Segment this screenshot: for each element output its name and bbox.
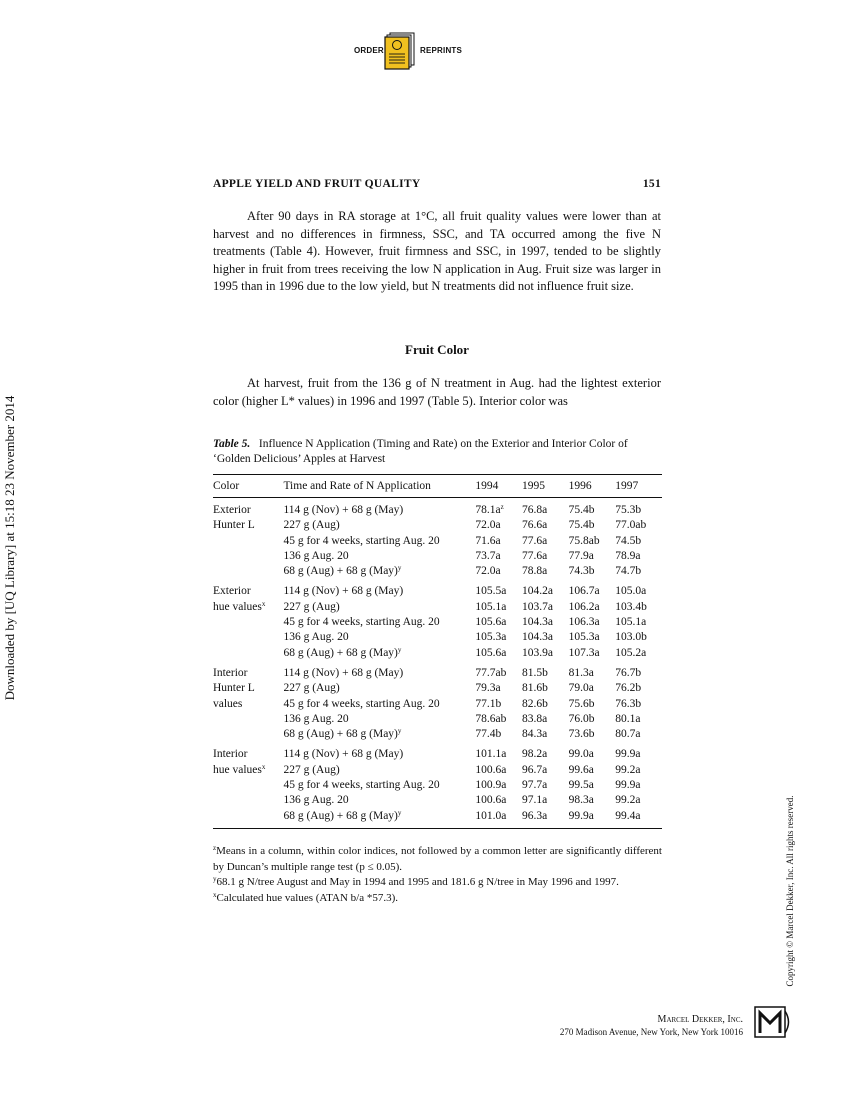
value-cell: [475, 498, 522, 519]
value-text: 79.0a: [568, 682, 594, 695]
table-row: [213, 778, 662, 793]
value-cell: [569, 498, 616, 519]
table-row: [213, 742, 662, 762]
treatment-text: 68 g (Aug) + 68 g (May): [283, 809, 398, 822]
column-header: Color: [213, 475, 283, 498]
footnote-mark: y: [397, 727, 402, 736]
group-label: Hunter L: [213, 519, 255, 532]
value-cell: [569, 564, 616, 579]
treatment-text: 136 g Aug. 20: [283, 712, 349, 725]
value-cell: [522, 518, 569, 533]
value-cell: [522, 498, 569, 519]
footnote-mark: x: [261, 762, 266, 771]
table-row: [213, 646, 662, 661]
value-cell: [475, 518, 522, 533]
value-cell: [522, 646, 569, 661]
treatment-text: 136 g Aug. 20: [283, 549, 349, 562]
value-text: 97.1a: [521, 794, 548, 807]
group-label-cell: [213, 727, 283, 742]
value-cell: [569, 793, 616, 808]
value-text: 105.6a: [475, 616, 507, 629]
group-label-cell: [213, 564, 283, 579]
value-text: 80.1a: [615, 712, 641, 725]
footnote-mark: x: [213, 890, 217, 899]
value-text: 104.3a: [521, 616, 553, 629]
value-text: 105.3a: [475, 631, 507, 644]
value-text: 77.1b: [475, 697, 502, 710]
value-text: 78.6ab: [475, 712, 507, 725]
value-cell: [475, 681, 522, 696]
value-text: 99.2a: [615, 794, 641, 807]
value-text: 78.8a: [521, 565, 548, 578]
value-text: 99.0a: [568, 748, 594, 761]
value-text: 106.3a: [568, 616, 600, 629]
order-reprints-bar: [340, 32, 510, 72]
column-header: 1996: [569, 475, 616, 498]
value-cell: [569, 630, 616, 645]
value-cell: [475, 579, 522, 599]
value-text: 78.9a: [615, 549, 641, 562]
value-text: 97.7a: [521, 779, 548, 792]
table-row: [213, 600, 662, 615]
value-text: 77.0ab: [615, 519, 647, 532]
treatment-text: 68 g (Aug) + 68 g (May): [283, 565, 398, 578]
value-cell: [615, 646, 662, 661]
treatment-cell: [283, 809, 475, 829]
body-paragraph-1: [213, 208, 661, 296]
treatment-cell: [283, 630, 475, 645]
value-cell: [615, 712, 662, 727]
publisher-logo-icon: [752, 1005, 794, 1039]
value-cell: [522, 549, 569, 564]
value-text: 105.3a: [568, 631, 600, 644]
group-label-cell: [213, 793, 283, 808]
treatment-text: 114 g (Nov) + 68 g (May): [283, 585, 404, 598]
value-cell: [475, 712, 522, 727]
table-row: [213, 661, 662, 681]
treatment-cell: [283, 697, 475, 712]
value-text: 105.6a: [475, 646, 507, 659]
value-cell: [615, 681, 662, 696]
group-label: values: [213, 697, 243, 710]
value-cell: [522, 600, 569, 615]
value-text: 74.7b: [615, 565, 642, 578]
value-text: 77.4b: [475, 728, 502, 741]
value-text: 81.3a: [568, 666, 594, 679]
group-label-cell: [213, 697, 283, 712]
value-cell: [615, 600, 662, 615]
value-text: 72.0a: [475, 519, 501, 532]
value-cell: [522, 630, 569, 645]
value-text: 80.7a: [615, 728, 641, 741]
footnote-mark: z: [500, 503, 504, 511]
value-cell: [522, 793, 569, 808]
body-paragraph-2: [213, 375, 661, 410]
treatment-cell: [283, 742, 475, 762]
footnote-mark: y: [213, 875, 217, 883]
value-text: 74.3b: [568, 565, 595, 578]
value-text: 75.8ab: [568, 534, 600, 547]
value-cell: [615, 579, 662, 599]
group-label-cell: [213, 763, 283, 778]
value-cell: [522, 564, 569, 579]
value-cell: [522, 661, 569, 681]
value-text: 75.3b: [615, 504, 642, 516]
table-footnotes: [213, 844, 662, 906]
group-label-cell: [213, 534, 283, 549]
value-cell: [615, 793, 662, 808]
group-label: Interior: [213, 666, 248, 679]
value-text: 100.9a: [475, 779, 507, 792]
value-cell: [569, 778, 616, 793]
value-text: 98.3a: [568, 794, 594, 807]
value-cell: [475, 615, 522, 630]
treatment-cell: [283, 579, 475, 599]
group-label: hue values: [213, 600, 262, 613]
value-text: 98.2a: [521, 748, 548, 761]
treatment-cell: [283, 549, 475, 564]
value-cell: [569, 681, 616, 696]
value-text: 103.7a: [521, 600, 553, 613]
value-cell: [569, 534, 616, 549]
value-cell: [522, 763, 569, 778]
footnote-text: 68.1 g N/tree August and May in 1994 and 1995 and 181.6 g N/tree in May 1996 and 1997.: [216, 876, 619, 888]
footnote-text: Means in a column, within color indices, not followed by a common letter are significantly different by Duncan’s multiple range test (p ≤ 0.05).: [213, 845, 662, 873]
group-label-cell: [213, 549, 283, 564]
value-text: 101.0a: [475, 809, 507, 822]
value-cell: [569, 646, 616, 661]
value-text: 106.2a: [568, 600, 600, 613]
section-title: Fruit Color: [405, 342, 469, 357]
value-cell: [615, 763, 662, 778]
value-text: 78.1a: [475, 504, 501, 516]
footnote-mark: x: [261, 599, 266, 608]
footnote-text: Calculated hue values (ATAN b/a *57.3).: [216, 891, 398, 904]
treatment-cell: [283, 600, 475, 615]
group-label-cell: [213, 615, 283, 630]
group-label-cell: [213, 498, 283, 519]
paragraph-text: At harvest, fruit from the 136 g of N treatment in Aug. had the lightest exterior color (higher L* values) in 1996 and 1997 (Table 5). Interior color was: [213, 376, 661, 408]
treatment-cell: [283, 518, 475, 533]
treatment-cell: [283, 778, 475, 793]
publisher-block: [520, 1014, 743, 1038]
value-text: 101.1a: [475, 748, 507, 761]
table-row: [213, 712, 662, 727]
value-cell: [615, 742, 662, 762]
value-text: 84.3a: [521, 728, 548, 741]
group-label-cell: [213, 809, 283, 829]
footnote: [213, 875, 662, 891]
treatment-text: 227 g (Aug): [283, 600, 340, 613]
value-cell: [615, 564, 662, 579]
value-cell: [475, 549, 522, 564]
treatment-text: 227 g (Aug): [283, 682, 340, 695]
value-text: 77.6a: [521, 534, 548, 547]
value-text: 99.6a: [568, 763, 594, 776]
value-text: 73.6b: [568, 728, 595, 741]
reprints-document-icon[interactable]: [384, 32, 418, 70]
column-header: Time and Rate of N Application: [283, 475, 475, 498]
column-header: 1994: [475, 475, 522, 498]
group-label-cell: [213, 712, 283, 727]
value-text: 82.6b: [521, 697, 548, 710]
running-title: APPLE YIELD AND FRUIT QUALITY: [213, 178, 421, 190]
footnote-mark: y: [397, 645, 402, 654]
value-cell: [475, 793, 522, 808]
value-cell: [615, 778, 662, 793]
value-cell: [475, 809, 522, 829]
value-cell: [569, 742, 616, 762]
treatment-text: 68 g (Aug) + 68 g (May): [283, 728, 398, 741]
running-head: [213, 178, 661, 190]
treatment-text: 136 g Aug. 20: [283, 631, 349, 644]
group-label: Interior: [213, 748, 248, 761]
table-row: [213, 615, 662, 630]
value-text: 96.7a: [521, 763, 548, 776]
group-label-cell: [213, 661, 283, 681]
reprints-link[interactable]: REPRINTS: [420, 46, 463, 55]
value-cell: [522, 681, 569, 696]
treatment-text: 114 g (Nov) + 68 g (May): [283, 666, 404, 679]
table-row: [213, 763, 662, 778]
value-text: 105.1a: [475, 600, 507, 613]
footnote: [213, 844, 662, 875]
value-cell: [475, 778, 522, 793]
value-cell: [475, 763, 522, 778]
value-text: 81.6b: [521, 682, 548, 695]
value-cell: [475, 630, 522, 645]
footnote-mark: z: [213, 844, 217, 852]
treatment-text: 136 g Aug. 20: [283, 794, 349, 807]
group-label: Exterior: [213, 504, 251, 516]
value-text: 75.4b: [568, 504, 595, 516]
treatment-cell: [283, 498, 475, 519]
value-cell: [615, 518, 662, 533]
treatment-text: 45 g for 4 weeks, starting Aug. 20: [283, 534, 440, 547]
table-row: [213, 697, 662, 712]
value-text: 103.0b: [615, 631, 647, 644]
paragraph-text: After 90 days in RA storage at 1°C, all fruit quality values were lower than at harvest and no differences in firmness, SSC, and TA occurred among the five N treatments (Table 4). However, fruit firmness and SSC, in 1997, tended to be slightly higher in fruit from trees receiving the low N application in Aug. Fruit size was larger in 1995 than in 1996 due to the low yield, but N treatments did not influence fruit size.: [213, 209, 661, 293]
group-label: Hunter L: [213, 682, 255, 695]
value-cell: [522, 534, 569, 549]
value-text: 104.2a: [521, 585, 553, 598]
value-cell: [615, 615, 662, 630]
treatment-cell: [283, 564, 475, 579]
value-cell: [569, 727, 616, 742]
value-text: 77.9a: [568, 549, 594, 562]
value-text: 103.9a: [521, 646, 553, 659]
group-label-cell: [213, 518, 283, 533]
value-text: 72.0a: [475, 565, 501, 578]
value-text: 76.2b: [615, 682, 642, 695]
value-cell: [569, 549, 616, 564]
value-cell: [569, 809, 616, 829]
value-cell: [615, 661, 662, 681]
copyright-text: Copyright © Marcel Dekker, Inc. All rights reserved.: [785, 795, 795, 987]
value-text: 99.9a: [615, 748, 641, 761]
value-cell: [475, 661, 522, 681]
value-text: 99.5a: [568, 779, 594, 792]
value-text: 83.8a: [521, 712, 548, 725]
value-text: 100.6a: [475, 763, 507, 776]
value-cell: [569, 518, 616, 533]
footnote-mark: y: [397, 808, 402, 817]
table-row: [213, 579, 662, 599]
group-label-cell: [213, 646, 283, 661]
table-row: [213, 727, 662, 742]
value-text: 77.6a: [521, 549, 548, 562]
treatment-text: 45 g for 4 weeks, starting Aug. 20: [283, 616, 440, 629]
value-cell: [522, 809, 569, 829]
treatment-text: 68 g (Aug) + 68 g (May): [283, 646, 398, 659]
value-text: 76.6a: [521, 519, 548, 532]
value-text: 99.2a: [615, 763, 641, 776]
value-text: 76.0b: [568, 712, 595, 725]
group-label-cell: [213, 742, 283, 762]
column-header: 1995: [522, 475, 569, 498]
value-text: 73.7a: [475, 549, 501, 562]
value-cell: [522, 742, 569, 762]
group-label-cell: [213, 630, 283, 645]
value-cell: [475, 600, 522, 615]
value-cell: [475, 646, 522, 661]
value-text: 100.6a: [475, 794, 507, 807]
table-row: [213, 630, 662, 645]
group-label-cell: [213, 681, 283, 696]
value-text: 103.4b: [615, 600, 647, 613]
value-text: 106.7a: [568, 585, 600, 598]
treatment-cell: [283, 646, 475, 661]
table-row: [213, 809, 662, 829]
value-cell: [475, 534, 522, 549]
table-caption-text: Influence N Application (Timing and Rate) on the Exterior and Interior Color of ‘Golden Delicious’ Apples at Harvest: [213, 438, 628, 465]
footnote: [213, 891, 662, 907]
value-text: 99.9a: [615, 779, 641, 792]
treatment-text: 114 g (Nov) + 68 g (May): [283, 504, 404, 516]
table-row: [213, 518, 662, 533]
value-cell: [522, 615, 569, 630]
value-cell: [615, 549, 662, 564]
treatment-text: 227 g (Aug): [283, 763, 340, 776]
value-cell: [475, 742, 522, 762]
treatment-cell: [283, 615, 475, 630]
treatment-cell: [283, 793, 475, 808]
treatment-cell: [283, 534, 475, 549]
group-label-cell: [213, 579, 283, 599]
value-text: 96.3a: [521, 809, 548, 822]
table-caption: [213, 437, 663, 467]
value-text: 76.3b: [615, 697, 642, 710]
treatment-text: 227 g (Aug): [283, 519, 340, 532]
download-notice-text: Downloaded by [UQ Library] at 15:18 23 November 2014: [2, 395, 17, 701]
value-cell: [569, 579, 616, 599]
value-text: 76.8a: [521, 504, 548, 516]
value-cell: [615, 498, 662, 519]
value-text: 105.2a: [615, 646, 647, 659]
publisher-name: Marcel Dekker, Inc.: [657, 1014, 743, 1025]
value-text: 107.3a: [568, 646, 600, 659]
download-notice: [0, 0, 20, 1100]
value-text: 75.6b: [568, 697, 595, 710]
treatment-cell: [283, 763, 475, 778]
table-row: [213, 498, 662, 519]
treatment-text: 45 g for 4 weeks, starting Aug. 20: [283, 697, 440, 710]
value-cell: [569, 615, 616, 630]
table-row: [213, 793, 662, 808]
value-cell: [475, 727, 522, 742]
value-text: 81.5b: [521, 666, 548, 679]
footnote-mark: y: [397, 564, 402, 573]
value-cell: [615, 809, 662, 829]
value-text: 79.3a: [475, 682, 501, 695]
treatment-cell: [283, 661, 475, 681]
treatment-cell: [283, 712, 475, 727]
order-link[interactable]: ORDER: [354, 46, 384, 55]
group-label-cell: [213, 778, 283, 793]
value-cell: [569, 763, 616, 778]
value-cell: [569, 697, 616, 712]
value-cell: [615, 534, 662, 549]
value-text: 74.5b: [615, 534, 642, 547]
column-header: 1997: [615, 475, 662, 498]
value-text: 104.3a: [521, 631, 553, 644]
value-cell: [569, 661, 616, 681]
table-body: [213, 498, 662, 829]
value-cell: [522, 712, 569, 727]
value-cell: [615, 697, 662, 712]
value-text: 105.1a: [615, 616, 647, 629]
group-label-cell: [213, 600, 283, 615]
treatment-text: 45 g for 4 weeks, starting Aug. 20: [283, 779, 440, 792]
value-cell: [522, 727, 569, 742]
page-number: 151: [642, 178, 661, 190]
value-text: 71.6a: [475, 534, 501, 547]
group-label: Exterior: [213, 585, 251, 598]
table-label: Table 5.: [213, 438, 251, 450]
table-row: [213, 564, 662, 579]
value-cell: [475, 697, 522, 712]
value-cell: [522, 579, 569, 599]
treatment-cell: [283, 727, 475, 742]
value-cell: [475, 564, 522, 579]
value-text: 75.4b: [568, 519, 595, 532]
copyright-notice: [780, 0, 800, 1100]
treatment-cell: [283, 681, 475, 696]
value-text: 76.7b: [615, 666, 642, 679]
table-row: [213, 681, 662, 696]
group-label: hue values: [213, 763, 262, 776]
value-cell: [522, 778, 569, 793]
value-cell: [522, 697, 569, 712]
table-row: [213, 549, 662, 564]
value-cell: [615, 727, 662, 742]
value-cell: [569, 600, 616, 615]
value-text: 105.0a: [615, 585, 647, 598]
value-text: 105.5a: [475, 585, 507, 598]
value-text: 99.4a: [615, 809, 641, 822]
publisher-address: 270 Madison Avenue, New York, New York 10016: [559, 1027, 743, 1037]
value-text: 99.9a: [568, 809, 594, 822]
table-header-row: [213, 475, 662, 498]
data-table: [213, 474, 662, 829]
value-cell: [615, 630, 662, 645]
value-cell: [569, 712, 616, 727]
treatment-text: 114 g (Nov) + 68 g (May): [283, 748, 404, 761]
value-text: 77.7ab: [475, 666, 507, 679]
table-row: [213, 534, 662, 549]
